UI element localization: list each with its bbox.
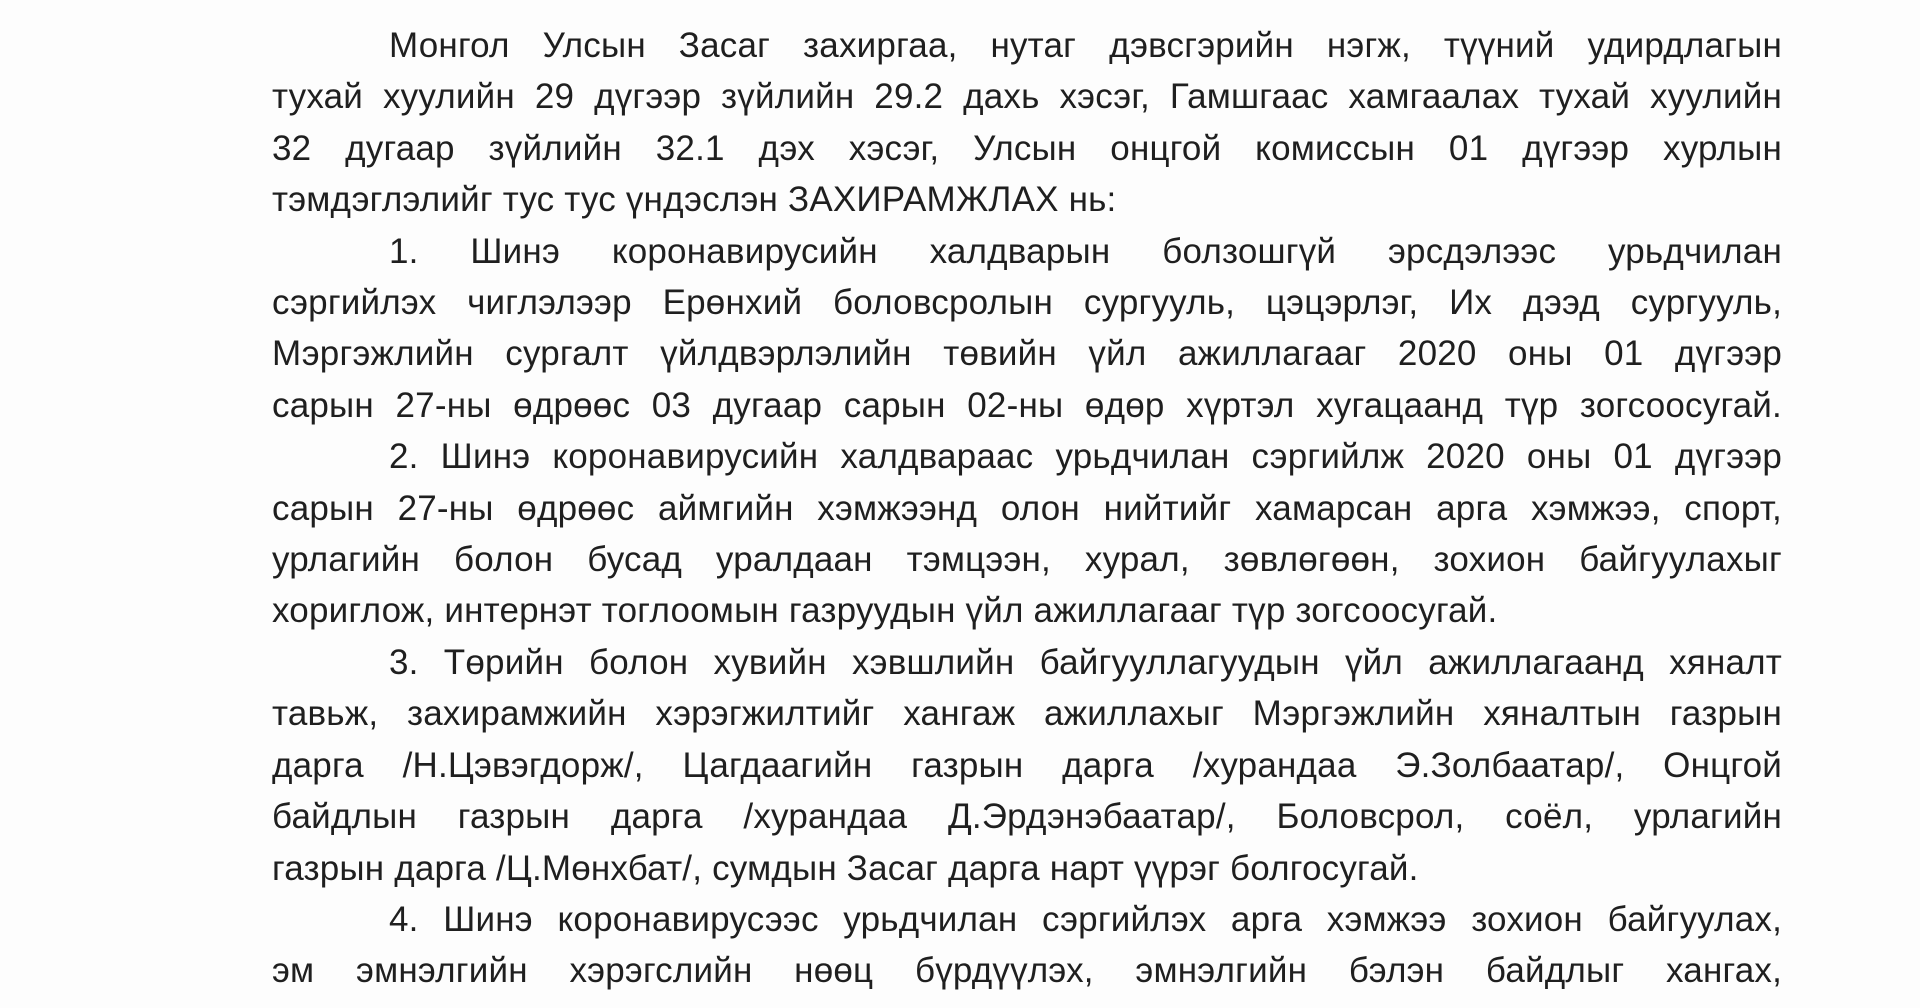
clause-2-paragraph (272, 431, 1782, 637)
paragraph-line: Монгол Улсын Засаг захиргаа, нутаг дэвсгэрийн нэгж, түүний удирдлагын (389, 26, 1782, 65)
paragraph-line: 1. Шинэ коронавирусийн халдварын болзошгүй эрсдэлээс урьдчилан (389, 231, 1782, 271)
clause-3-paragraph (272, 637, 1782, 894)
paragraph-line: сэргийлэх чиглэлээр Ерөнхий боловсролын сургууль, цэцэрлэг, Их дээд сургууль, (272, 283, 1782, 323)
paragraph-line: тэмдэглэлийг тус тус үндэслэн ЗАХИРАМЖЛАХ нь: (272, 180, 1117, 220)
paragraph-line: тухай хуулийн 29 дүгээр зүйлийн 29.2 дахь хэсэг, Гамшгаас хамгаалах тухай хуулийн (272, 77, 1782, 117)
clause-4-paragraph (272, 894, 1782, 997)
preamble-paragraph (272, 20, 1782, 226)
clause-1-paragraph (272, 226, 1782, 432)
paragraph-line: газрын дарга /Ц.Мөнхбат/, сумдын Засаг дарга нарт үүрэг болгосугай. (272, 848, 1419, 888)
paragraph-line: урлагийн болон бусад уралдаан тэмцээн, хурал, зөвлөгөөн, зохион байгуулахыг (272, 540, 1782, 580)
paragraph-line: хориглож, интернэт тоглоомын газруудын үйл ажиллагааг түр зогсоосугай. (272, 591, 1498, 631)
paragraph-line: сарын 27-ны өдрөөс 03 дугаар сарын 02-ны өдөр хүртэл хугацаанд түр зогсоосугай. (272, 385, 1782, 425)
paragraph-line: 4. Шинэ коронавирусээс урьдчилан сэргийлэх арга хэмжээ зохион байгуулах, (389, 899, 1782, 939)
paragraph-line: байдлын газрын дарга /хурандаа Д.Эрдэнэбаатар/, Боловсрол, соёл, урлагийн (272, 797, 1782, 837)
paragraph-line: Мэргэжлийн сургалт үйлдвэрлэлийн төвийн үйл ажиллагааг 2020 оны 01 дүгээр (272, 334, 1782, 374)
paragraph-line: тавьж, захирамжийн хэрэгжилтийг хангаж ажиллахыг Мэргэжлийн хяналтын газрын (272, 694, 1782, 734)
paragraph-line: 32 дугаар зүйлийн 32.1 дэх хэсэг, Улсын онцгой комиссын 01 дүгээр хурлын (272, 128, 1782, 168)
paragraph-line: 2. Шинэ коронавирусийн халдвараас урьдчилан сэргийлж 2020 оны 01 дүгээр (389, 437, 1782, 477)
document-body (272, 20, 1782, 997)
paragraph-line: 3. Төрийн болон хувийн хэвшлийн байгууллагуудын үйл ажиллагаанд хяналт (389, 642, 1782, 682)
paragraph-line: сарын 27-ны өдрөөс аймгийн хэмжээнд олон нийтийг хамарсан арга хэмжээ, спорт, (272, 488, 1782, 528)
paragraph-line: дарга /Н.Цэвэгдорж/, Цагдаагийн газрын дарга /хурандаа Э.Золбаатар/, Онцгой (272, 745, 1782, 785)
paragraph-line: эм эмнэлгийн хэрэгслийн нөөц бүрдүүлэх, эмнэлгийн бэлэн байдлыг хангах, (272, 951, 1782, 991)
